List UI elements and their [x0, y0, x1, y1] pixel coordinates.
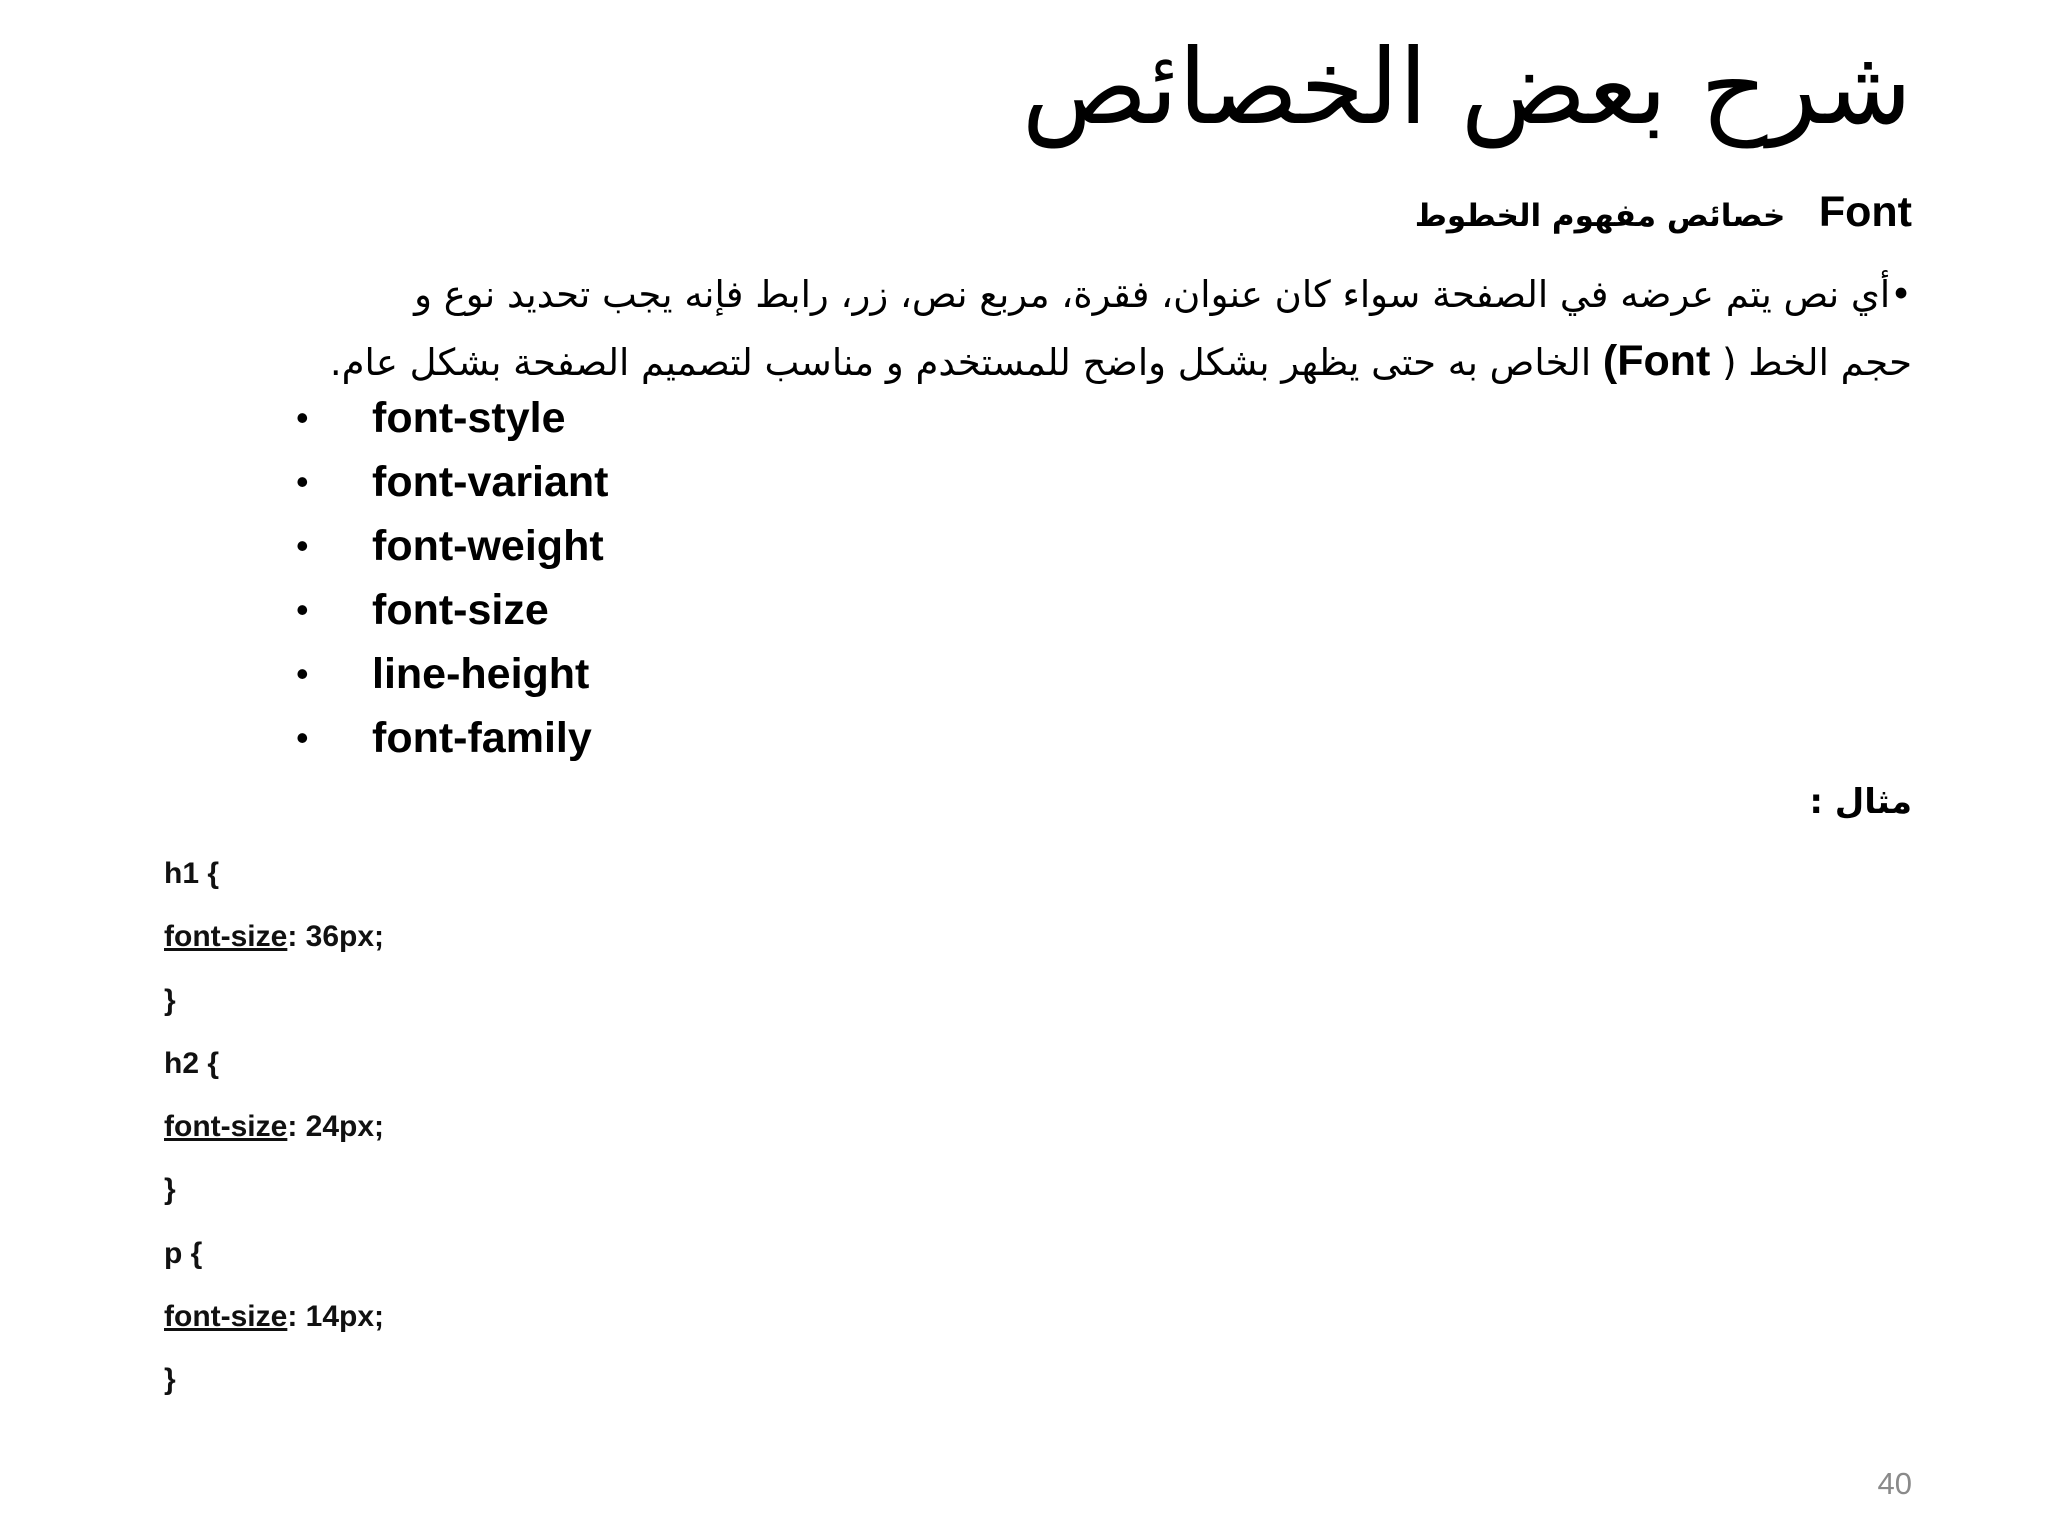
- example-label: مثال :: [1809, 782, 1912, 822]
- code-property-name: font-size: [164, 920, 288, 954]
- code-line-declaration: [164, 1095, 384, 1158]
- bullet-icon: •: [296, 653, 309, 694]
- subtitle-english: Font: [1818, 188, 1912, 236]
- property-label: font-family: [372, 714, 592, 762]
- list-item: [296, 450, 609, 514]
- paragraph-line-2-end: الخاص به حتى يظهر بشكل واضح للمستخدم و مناسب لتصميم الصفحة بشكل عام.: [329, 341, 1603, 384]
- code-example: [164, 842, 384, 1412]
- list-item: [296, 386, 609, 450]
- code-line-close: }: [164, 983, 176, 1017]
- property-label: line-height: [372, 650, 590, 698]
- code-line-close: }: [164, 1173, 176, 1207]
- code-line-declaration: [164, 1285, 384, 1348]
- code-property-name: font-size: [164, 1110, 288, 1144]
- subtitle-arabic: خصائص مفهوم الخطوط: [1414, 198, 1786, 234]
- code-property-value: : 14px;: [287, 1300, 385, 1334]
- code-line-selector: h1 {: [164, 857, 220, 890]
- property-label: font-weight: [372, 522, 604, 570]
- bullet-icon: •: [296, 717, 309, 758]
- paragraph-line-2-start: حجم الخط (: [1710, 341, 1912, 384]
- paragraph-font-term: Font): [1602, 337, 1711, 385]
- bullet-icon: •: [296, 397, 309, 438]
- code-property-value: : 24px;: [287, 1110, 385, 1144]
- property-label: font-size: [372, 586, 549, 634]
- bullet-icon: •: [296, 461, 309, 502]
- description-paragraph: [192, 262, 1912, 396]
- code-property-value: : 36px;: [287, 920, 385, 954]
- property-label: font-variant: [372, 458, 609, 506]
- list-item: [296, 706, 609, 770]
- font-properties-list: [296, 386, 609, 770]
- code-line-declaration: [164, 905, 384, 968]
- paragraph-line-1: •أي نص يتم عرضه في الصفحة سواء كان عنوان، فقرة، مربع نص، زر، رابط فإنه يجب تحديد نوع و: [414, 273, 1912, 316]
- bullet-icon: •: [296, 589, 309, 630]
- code-line-selector: p {: [164, 1236, 203, 1270]
- bullet-icon: •: [296, 525, 309, 566]
- code-line-selector: h2 {: [164, 1046, 220, 1080]
- code-property-name: font-size: [164, 1300, 288, 1334]
- slide-title: شرح بعض الخصائص: [1021, 26, 1912, 148]
- property-label: font-style: [372, 394, 566, 442]
- list-item: [296, 514, 609, 578]
- list-item: [296, 578, 609, 642]
- code-line-close: }: [164, 1363, 176, 1397]
- list-item: [296, 642, 609, 706]
- slide-subtitle: [1415, 182, 1912, 251]
- page-number: 40: [1877, 1466, 1912, 1501]
